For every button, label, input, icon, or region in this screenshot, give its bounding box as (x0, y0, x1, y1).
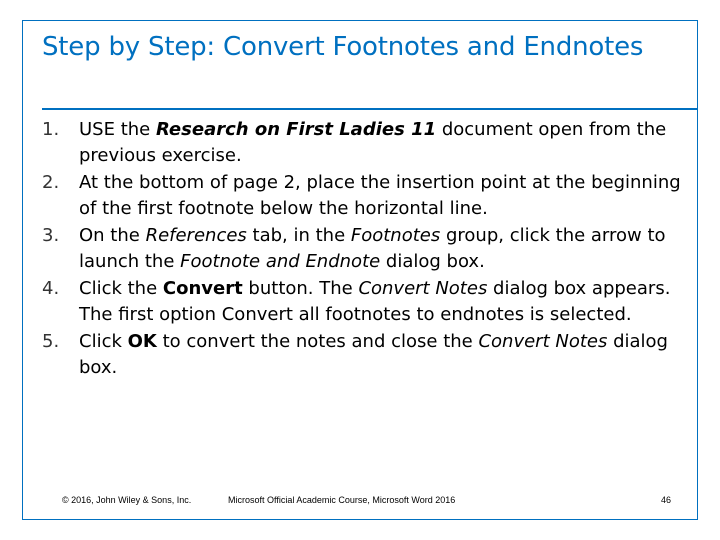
step-text-part: On the (79, 225, 146, 246)
step-text (79, 119, 666, 166)
step-text-part: to convert the notes and close the (156, 331, 479, 352)
step-item (42, 329, 682, 381)
title-underline (42, 108, 698, 110)
step-text-part: Footnote and Endnote (180, 251, 381, 272)
step-text-part: dialog box appears. The first option Convert all footnotes to endnotes is selected. (79, 278, 671, 325)
page-number: 46 (661, 495, 672, 505)
footer-copyright: © 2016, John Wiley & Sons, Inc. (62, 495, 192, 505)
step-text-part: At the bottom of page 2, place the insertion point at the beginning of the first footnote below the horizontal line. (79, 172, 681, 219)
step-number: 1 . (42, 117, 59, 143)
step-text (79, 225, 666, 272)
step-text-part: Research on First Ladies 11 (155, 119, 437, 140)
step-text-part: Convert Notes (478, 331, 608, 352)
step-text-part: tab, in the (246, 225, 351, 246)
step-text-part: Convert (162, 278, 243, 299)
step-text-part: dialog box. (380, 251, 485, 272)
slide-title: Step by Step: Convert Footnotes and Endnotes (42, 32, 644, 62)
step-text (79, 331, 668, 378)
step-text-part: Footnotes (350, 225, 441, 246)
step-item (42, 117, 682, 169)
step-text-part: document open from the previous exercise. (79, 119, 667, 166)
step-item (42, 276, 682, 328)
step-text-part: OK (127, 331, 157, 352)
step-number: 2 . (42, 170, 59, 196)
step-text-part: Convert Notes (358, 278, 488, 299)
step-item (42, 170, 682, 222)
step-number: 4 . (42, 276, 59, 302)
footer-course: Microsoft Official Academic Course, Microsoft Word 2016 (228, 495, 456, 505)
step-text-part: dialog box. (79, 331, 668, 378)
steps-list (42, 117, 682, 382)
step-text-part: button. The (242, 278, 359, 299)
step-text-part: USE the (79, 119, 156, 140)
step-text (79, 278, 670, 325)
step-text-part: Click (79, 331, 128, 352)
step-item (42, 223, 682, 275)
step-text-part: References (145, 225, 247, 246)
step-text-part: group, click the arrow to launch the (79, 225, 666, 272)
step-text-part: Click the (79, 278, 163, 299)
step-number: 5 . (42, 329, 59, 355)
step-text (79, 172, 681, 219)
step-number: 3 . (42, 223, 59, 249)
